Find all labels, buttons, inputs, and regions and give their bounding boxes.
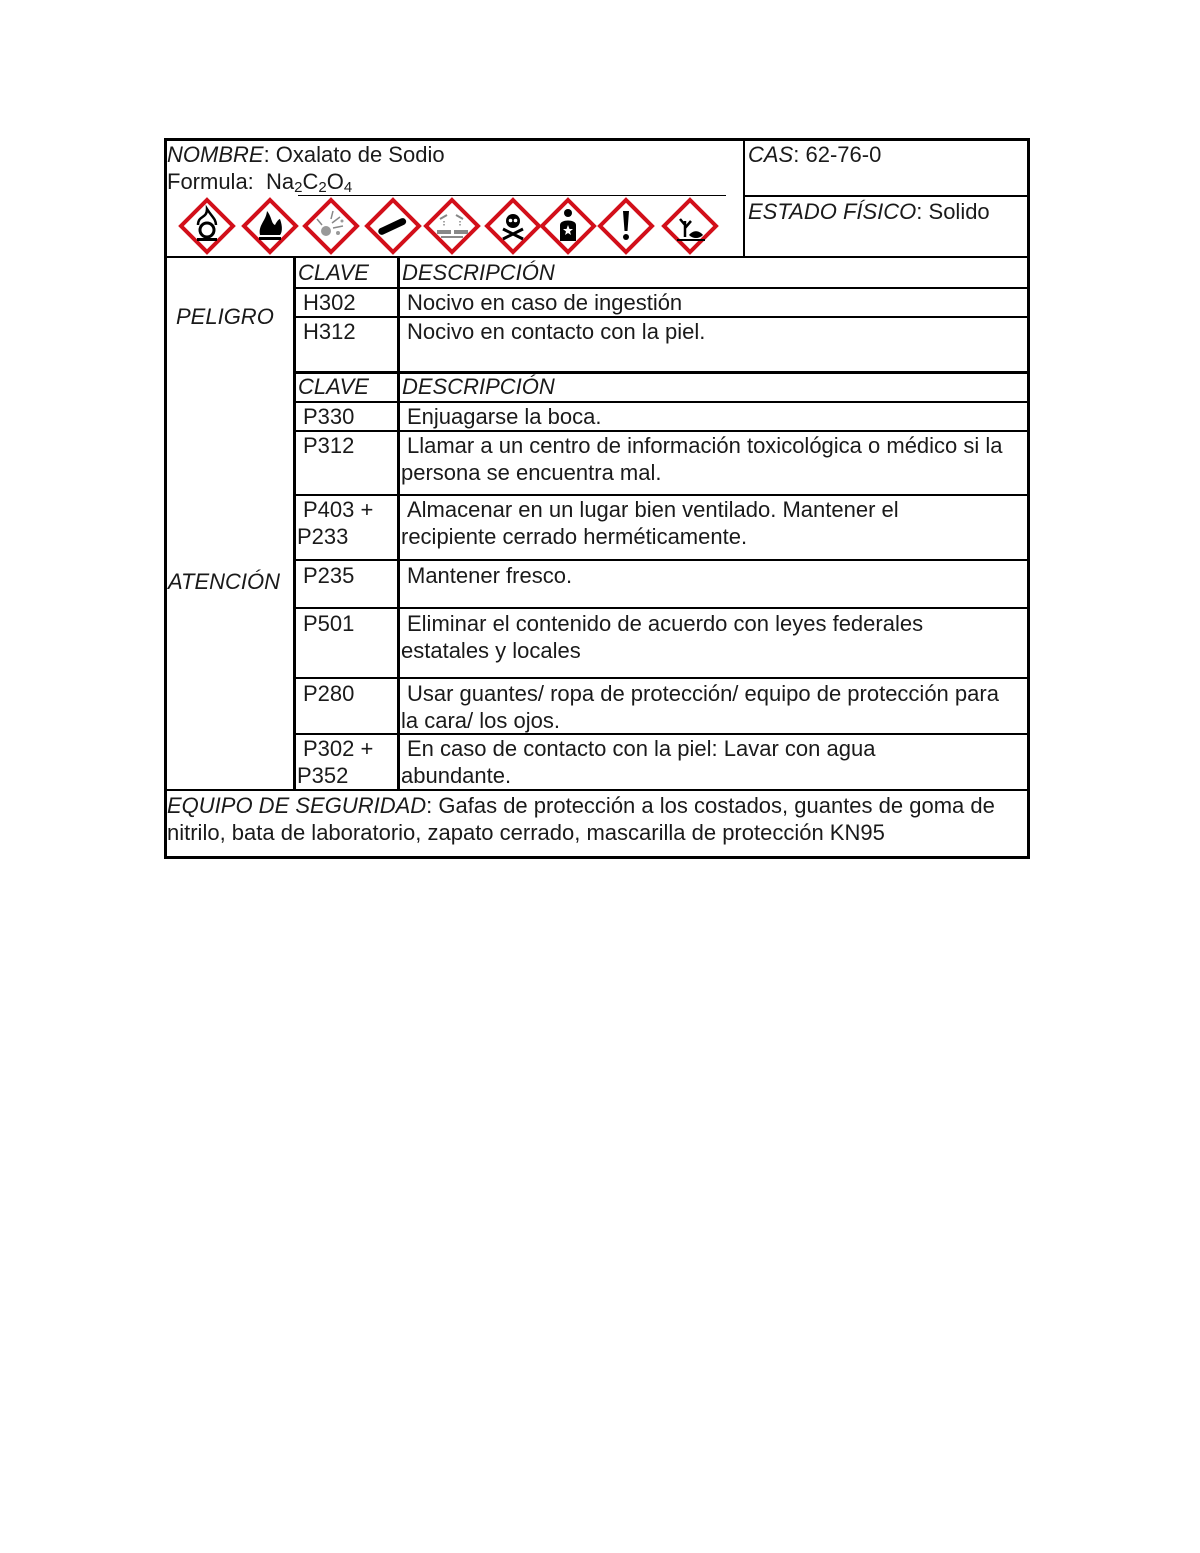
nombre-value: Oxalato de Sodio <box>275 142 445 167</box>
formula-label: Formula: <box>167 169 254 194</box>
gas-cylinder-icon <box>364 197 422 255</box>
peligro-code: H312 <box>303 319 356 344</box>
atencion-code: P501 <box>303 611 355 636</box>
atencion-label: ATENCIÓN <box>168 569 281 594</box>
atencion-code: P403 + P233 <box>297 497 374 549</box>
peligro-desc: Nocivo en caso de ingestión <box>407 290 683 315</box>
divider <box>298 195 726 196</box>
divider <box>744 195 1029 197</box>
atencion-desc: Almacenar en un lugar bien ventilado. Mantener el recipiente cerrado herméticamente. <box>401 497 899 549</box>
corrosive-icon <box>423 197 481 255</box>
atencion-desc: En caso de contacto con la piel: Lavar con agua abundante. <box>401 736 876 788</box>
atencion-code: P312 <box>303 433 355 458</box>
divider <box>397 258 400 791</box>
cas-value: 62-76-0 <box>805 142 882 167</box>
peligro-desc: Nocivo en contacto con la piel. <box>407 319 706 344</box>
peligro-code: H302 <box>303 290 356 315</box>
peligro-descripcion-header: DESCRIPCIÓN <box>402 260 555 285</box>
equipo-label: EQUIPO DE SEGURIDAD <box>167 793 427 818</box>
divider <box>294 677 1029 679</box>
cas-row: CAS: 62-76-0 <box>748 142 882 167</box>
exclamation-icon <box>597 197 655 255</box>
nombre-row: NOMBRE: Oxalato de Sodio <box>167 142 445 167</box>
atencion-descripcion-header: DESCRIPCIÓN <box>402 374 555 399</box>
flammable-icon <box>241 197 299 255</box>
explosive-icon <box>302 197 360 255</box>
estado-row: ESTADO FÍSICO: Solido <box>748 199 990 224</box>
peligro-label: PELIGRO <box>176 304 274 329</box>
divider <box>166 789 1028 791</box>
health-hazard-icon <box>539 197 597 255</box>
equipo-row: EQUIPO DE SEGURIDAD: Gafas de protección a los costados, guantes de goma de nitrilo, bata de laboratorio, zapato cerrado, mascarilla de protección KN95 <box>167 793 995 845</box>
skull-crossbones-icon <box>484 197 542 255</box>
atencion-desc: Usar guantes/ ropa de protección/ equipo de protección para la cara/ los ojos. <box>401 681 999 733</box>
atencion-desc: Llamar a un centro de información toxicológica o médico si la persona se encuentra mal. <box>401 433 1003 485</box>
divider <box>294 559 1029 561</box>
oxidizer-icon <box>178 197 236 255</box>
atencion-code: P302 + P352 <box>297 736 374 788</box>
nombre-label: NOMBRE <box>167 142 264 167</box>
atencion-clave-header: CLAVE <box>298 374 369 399</box>
estado-label: ESTADO FÍSICO <box>748 199 917 224</box>
atencion-code: P235 <box>303 563 355 588</box>
peligro-clave-header: CLAVE <box>298 260 369 285</box>
estado-value: Solido <box>928 199 990 224</box>
cas-label: CAS <box>748 142 794 167</box>
environment-icon <box>661 197 719 255</box>
formula-row <box>167 168 352 195</box>
atencion-desc: Eliminar el contenido de acuerdo con leyes federales estatales y locales <box>401 611 924 663</box>
divider <box>294 401 1029 403</box>
divider <box>743 140 745 258</box>
formula-value: $Na_2C_2O_4$ <box>266 169 353 196</box>
divider <box>293 258 296 791</box>
atencion-code: P330 <box>303 404 355 429</box>
atencion-desc: Enjuagarse la boca. <box>407 404 602 429</box>
equipo-value: Gafas de protección a los costados, guantes de goma de nitrilo, bata de laboratorio, zapato cerrado, mascarilla de protección KN95 <box>167 793 995 845</box>
atencion-code: P280 <box>303 681 355 706</box>
divider <box>294 607 1029 609</box>
atencion-desc: Mantener fresco. <box>407 563 573 588</box>
